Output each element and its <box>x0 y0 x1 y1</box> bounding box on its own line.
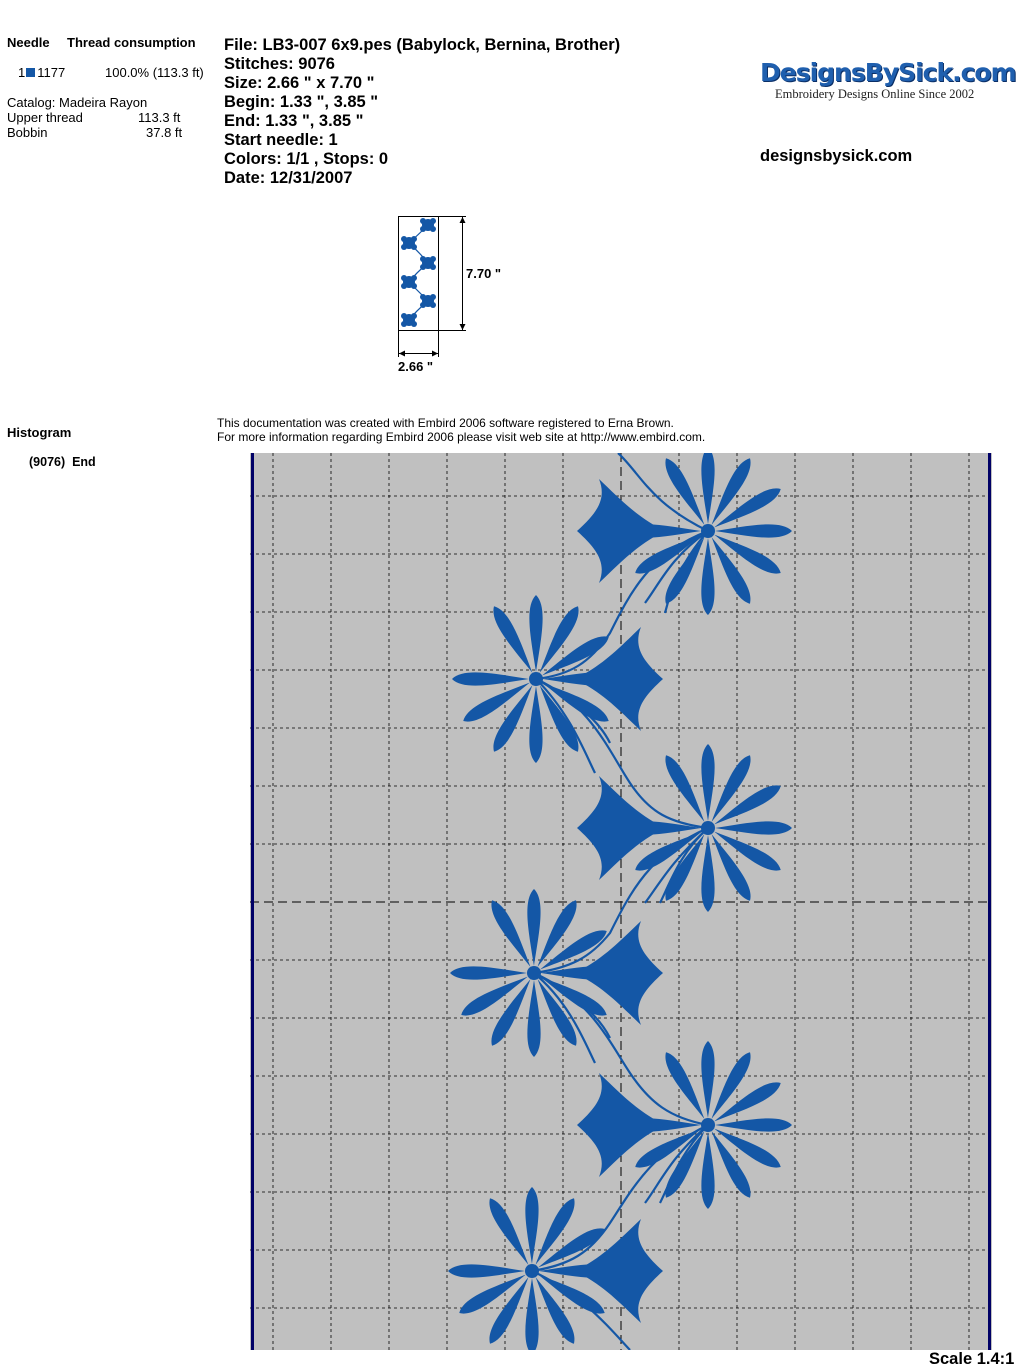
bobbin-value: 37.8 ft <box>146 125 183 140</box>
begin-point: Begin: 1.33 ", 3.85 " <box>224 93 379 111</box>
scale-label: Scale 1.4:1 <box>929 1350 1015 1368</box>
documentation-note-line2: For more information regarding Embird 2006 please visit web site at http://www.embird.com. <box>217 430 706 444</box>
hoop-right-border <box>988 453 991 1350</box>
catalog-label: Catalog: Madeira Rayon <box>7 95 148 110</box>
design-size: Size: 2.66 " x 7.70 " <box>224 74 375 92</box>
height-dimension-label: 7.70 " <box>466 266 502 281</box>
end-point: End: 1.33 ", 3.85 " <box>224 112 364 130</box>
thread-code: 1177 <box>37 65 66 80</box>
file-name: File: LB3-007 6x9.pes (Babylock, Bernina, Brother) <box>224 36 621 54</box>
width-dimension-label: 2.66 " <box>398 359 434 374</box>
thread-consumption-header: Thread consumption <box>67 35 196 50</box>
website-label: designsbysick.com <box>760 147 913 165</box>
thread-row <box>18 65 65 80</box>
hoop-left-border <box>251 453 254 1350</box>
histogram-entry: (9076) End <box>29 455 96 469</box>
needle-number: 1 <box>18 65 26 80</box>
bobbin-label: Bobbin <box>7 125 48 140</box>
histogram-title: Histogram <box>7 425 72 440</box>
design-date: Date: 12/31/2007 <box>224 169 353 187</box>
upper-thread-value: 113.3 ft <box>138 110 181 125</box>
brand-tagline: Embroidery Designs Online Since 2002 <box>775 87 975 101</box>
needle-header: Needle <box>7 35 50 50</box>
start-needle: Start needle: 1 <box>224 131 338 149</box>
upper-thread-label: Upper thread <box>7 110 83 125</box>
brand-logo: DesignsBySick.com <box>760 58 1016 87</box>
documentation-note-line1: This documentation was created with Embird 2006 software registered to Erna Brown. <box>217 416 674 430</box>
colors-stops: Colors: 1/1 , Stops: 0 <box>224 150 389 168</box>
design-thumbnail <box>380 205 520 380</box>
thread-color-swatch <box>26 68 35 77</box>
thread-consumption-value: 100.0% (113.3 ft) <box>105 65 204 80</box>
stitch-count: Stitches: 9076 <box>224 55 335 73</box>
design-info <box>224 36 620 188</box>
design-preview <box>250 453 992 1350</box>
